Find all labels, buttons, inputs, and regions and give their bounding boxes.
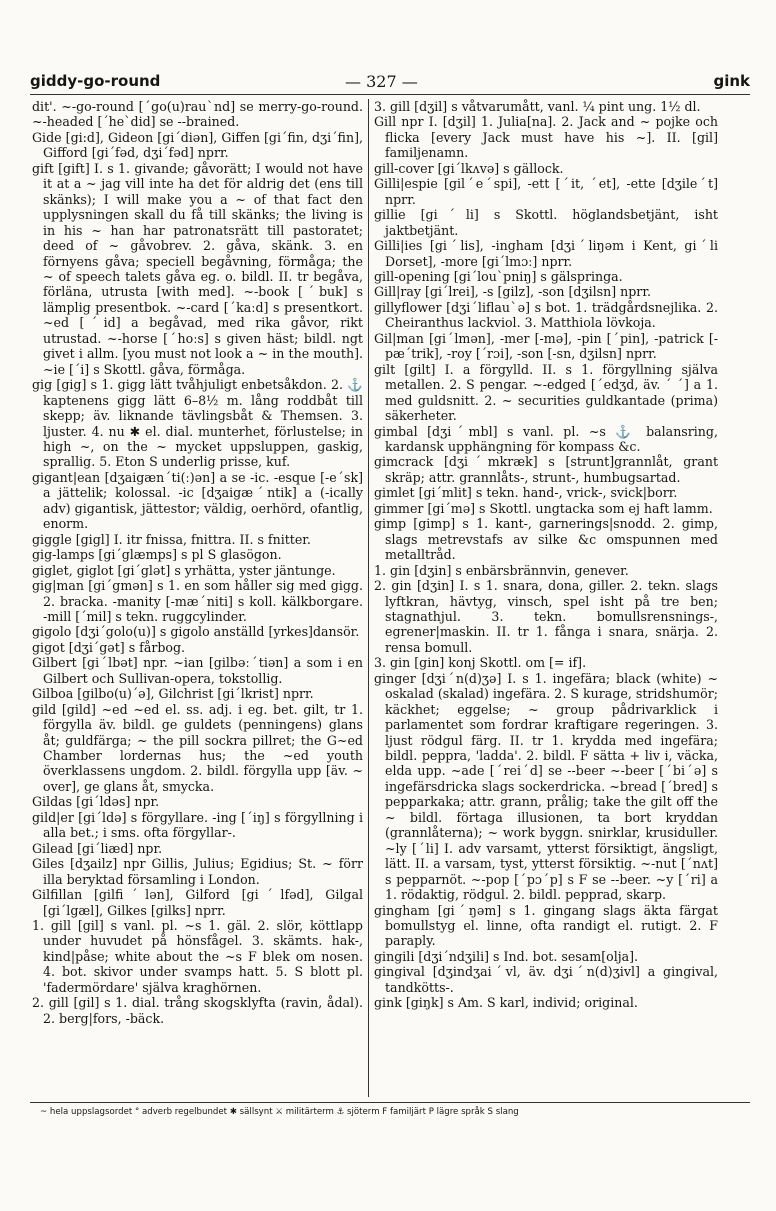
entry: 3. gill [dʒil] s våtvarumått, vanl. ¼ pint ung. 1½ dl. xyxy=(374,99,701,114)
entry: gimmer [giˊmə] s Skottl. ungtacka som ej haft lamm. xyxy=(374,500,713,516)
entry: gigot [dʒiˊgət] s fårbog. xyxy=(32,639,186,655)
entry: 2. gin [dʒin] I. s 1. snara, dona, giller. 2. tekn. slags lyftkran, hävtyg, vinsch, spel isht på tre ben; stagnathjul. 3. tekn. bomullsrensnings-, egrener|maskin. II. tr 1. fånga i snara, snärja. 2. rensa bomull. xyxy=(374,578,718,655)
entry: gimcrack [dʒiˊmkræk] s [strunt]grannlåt, grant skräp; attr. grannlåts-, strunt-, humbugsartad. xyxy=(374,454,718,485)
entry: 3. gin [gin] konj Skottl. om [= if]. xyxy=(374,655,587,671)
entry: gink [giŋk] s Am. S karl, individ; original. xyxy=(374,995,638,1011)
right-column xyxy=(374,99,718,1099)
left-column xyxy=(32,99,363,1099)
column-divider xyxy=(368,99,369,1097)
page-header xyxy=(30,72,750,96)
entry: gimbal [dʒiˊmbl] s vanl. pl. ~s ⚓ balansring, kardansk upphängning för kompass &c. xyxy=(374,423,718,454)
entry: giggle [gigl] I. itr fnissa, fnittra. II. s fnitter. xyxy=(32,531,311,547)
entry: Gill npr I. [dʒil] 1. Julia[na]. 2. Jack and ~ pojke och flicka [every Jack must have his ~]. II. [gil] familjenamn. xyxy=(374,114,718,161)
entry: Gilfillan [gilfiˊlən], Gilford [giˊlfəd], Gilgal [giˊlgæl], Gilkes [gilks] nprr. xyxy=(32,887,363,918)
entry: giglet, giglot [giˊglət] s yrhätta, yster jäntunge. xyxy=(32,562,336,578)
entry: Gilbert [giˊlbət] npr. ~ian [gilbəːˊtiən] a som i en Gilbert och Sullivan-opera, tokstollig. xyxy=(32,655,363,686)
entry: gillie [giˊli] s Skottl. höglandsbetjänt, isht jaktbetjänt. xyxy=(374,207,718,238)
entry: gingival [dʒindʒaiˊvl, äv. dʒiˊn(d)ʒivl] a gingival, tandkötts-. xyxy=(374,964,718,995)
entry: Gil|man [giˊlmən], -mer [-mə], -pin [ˊpin], -patrick [-pæˊtrik], -roy [ˊrɔi], -son [-sn, dʒilsn] nprr. xyxy=(374,330,718,362)
entry: Gilead [giˊliæd] npr. xyxy=(32,840,163,856)
entry: 1. gin [dʒin] s enbärsbrännvin, genever. xyxy=(374,562,629,578)
entry: gillyflower [dʒiˊliflauˋə] s bot. 1. trädgårdsnejlika. 2. Cheiranthus lackviol. 3. Matthiola lövkoja. xyxy=(374,299,718,331)
entry: Gilboa [gilbo(u)ˊə], Gilchrist [giˊlkrist] nprr. xyxy=(32,686,314,702)
entry: gig-lamps [giˊglæmps] s pl S glasögon. xyxy=(32,547,282,563)
entry: Gildas [giˊldəs] npr. xyxy=(32,794,160,810)
entry: gill-opening [giˊlouˋpniŋ] s gälspringa. xyxy=(374,268,623,284)
page-number: — 327 — xyxy=(345,72,418,91)
entry: dit'. ~-go-round [ˊgo(u)rauˋnd] se merry-go-round. ~-headed [ˊheˋdid] se --brained. xyxy=(32,99,363,130)
entry: gingham [giˊŋəm] s 1. gingang slags äkta färgat bomullstyg el. linne, ofta randigt el. rutigt. 2. F paraply. xyxy=(374,902,718,949)
entry: Gide [gi:d], Gideon [giˊdiən], Giffen [giˊfin, dʒiˊfin], Gifford [giˊfəd, dʒiˊfəd] nprr. xyxy=(32,129,363,161)
header-rule xyxy=(30,94,750,95)
entry: gild [gild] ~ed ~ed el. ss. adj. i eg. bet. gilt, tr 1. förgylla äv. bildl. ge guldets (penningens) glans åt; guldfärga; ~ the pill sockra pillret; the G~ed Chamber lordernas hus; the ~ed youth överklassens ungdom. 2. bildl. förgylla upp [äv. ~ over], ge glans åt, smycka. xyxy=(32,701,363,794)
entry: gig|man [giˊgmən] s 1. en som håller sig med gigg. 2. bracka. -manity [-mæˊniti] s koll. kälkborgare. -mill [ˊmil] s tekn. ruggcylinder. xyxy=(32,578,363,624)
entry: gill-cover [giˊlkʌvə] s gällock. xyxy=(374,160,564,176)
entry: gig [gig] s 1. gigg lätt tvåhjuligt enbetsåkdon. 2. ⚓ kaptenens gigg lätt 6–8½ m. lång roddbåt till skepp; äv. liknande tävlingsbåt & Themsen. 3. ljuster. 4. nu ✱ el. dial. munterhet, förlustelse; in high ~, on the ~ mycket uppsluppen, gaskig, sprallig. 5. Eton S underlig prisse, kuf. xyxy=(32,377,363,470)
entry: 1. gill [gil] s vanl. pl. ~s 1. gäl. 2. slör, köttlapp under huvudet på hönsfågel. 3. skämts. hak-, kind|påse; white about the ~s F blek om nosen. 4. bot. skivor under svamps hatt. 5. S blott pl. 'fadermördare' själva kraghörnen. xyxy=(32,918,363,995)
entry: gild|er [giˊldə] s förgyllare. -ing [ˊiŋ] s förgyllning i alla bet.; i sms. ofta förgyllar-. xyxy=(32,809,363,841)
entry: gigolo [dʒiˊgolo(u)] s gigolo anställd [yrkes]dansör. xyxy=(32,624,360,640)
entry: Gill|ray [giˊlrei], -s [gilz], -son [dʒilsn] nprr. xyxy=(374,284,651,300)
entry: gift [gift] I. s 1. givande; gåvorätt; I would not have it at a ~ jag vill inte ha det för aldrig det (ens till skänks); I will make you a ~ of that fact den upplysningen skall du få till skänks; the living is in his ~ han har patronatsrätt till pastoratet; deed of ~ gåvobrev. 2. gåva, skänk. 3. en förnyens gåva; speciell begåvning, förmåga; the ~ of speech talets gåva eg. o. bildl. II. tr begåva, förläna, utrusta [with med]. ~-book [ˊbuk] s lämplig presentbok. ~-card [ˊkaːd] s presentkort. ~ed [ˊid] a begåvad, med rika gåvor, rikt utrustad. ~-horse [ˊhoːs] s given häst; bildl. ngt givet i allm. [you must not look a ~ in the mouth]. ~ie [ˊi] s Skottl. gåva, förmåga. xyxy=(32,160,363,377)
header-first-entry: giddy-go-round xyxy=(30,72,161,90)
entry: gigant|ean [dʒaigænˊti(ː)ən] a se -ic. -esque [-eˊsk] a jättelik; kolossal. -ic [dʒaigæˊntik] a (-ically adv) gigantisk, jättestor; väldig, oerhörd, ofantlig, enorm. xyxy=(32,469,363,532)
entry: ginger [dʒiˊn(d)ʒə] I. s 1. ingefära; black (white) ~ oskalad (skalad) ingefära. 2. S kurage, stridshumör; käckhet; eggelse; ~ group pådrivarklick i parlamentet som fordrar kraftigare regeringen. 3. ljust rödgul färg. II. tr 1. krydda med ingefära; bildl. peppra, 'ladda'. 2. bildl. F sätta + liv i, väcka, elda upp. ~ade [ˊreiˊd] se --beer ~-beer [ˊbiˊə] s ingefärsdricka slags sockerdricka. ~bread [ˊbred] s pepparkaka; attr. grann, prålig; take the gilt off the ~ bildl. förtaga illusionen, ta bort kryddan (grannlåterna); ~ work byggn. snirklar, krusiduller. ~ly [ˊli] I. adv varsamt, ytterst försiktigt, ängsligt, lätt. II. a varsam, tyst, ytterst försiktig. ~-nut [ˊnʌt] s pepparnöt. ~-pop [ˊpɔˊp] s F se --beer. ~y [ˊri] a 1. rödaktig, rödgul. 2. bildl. pepprad, skarp. xyxy=(374,670,718,903)
entry: Giles [dʒailz] npr Gillis, Julius; Egidius; St. ~ förr illa beryktad församling i London. xyxy=(32,856,363,887)
entry: gilt [gilt] I. a förgylld. II. s 1. förgyllning själva metallen. 2. S pengar. ~-edged [ˊedʒd, äv. ˊ ˊ] a 1. med guldsnitt. 2. ~ securities guldkantade (prima) säkerheter. xyxy=(374,361,718,424)
header-last-entry: gink xyxy=(713,72,750,90)
entry: gimlet [giˊmlit] s tekn. hand-, vrick-, svick|borr. xyxy=(374,485,678,501)
entry: gingili [dʒiˊndʒili] s Ind. bot. sesam[olja]. xyxy=(374,948,639,964)
footer-rule xyxy=(30,1102,750,1103)
entry: Gilli|espie [gilˊeˊspi], -ett [ˊit, ˊet], -ette [dʒileˊt] nprr. xyxy=(374,176,718,207)
entry: Gilli|ies [giˊlis], -ingham [dʒiˊliŋəm i Kent, giˊli Dorset], -more [giˊlmɔː] nprr. xyxy=(374,238,718,269)
entry: 2. gill [gil] s 1. dial. trång skogsklyfta (ravin, ådal). 2. berg|fors, -bäck. xyxy=(32,995,363,1026)
abbreviation-legend: ~ hela uppslagsordet ° adverb regelbundet ✱ sällsynt ⚔ militärterm ⚓ sjöterm F familjärt P lägre språk S slang xyxy=(40,1107,519,1117)
entry: gimp [gimp] s 1. kant-, garnerings|snodd. 2. gimp, slags metrevstafs av silke &c omspunnen med metalltråd. xyxy=(374,516,718,563)
